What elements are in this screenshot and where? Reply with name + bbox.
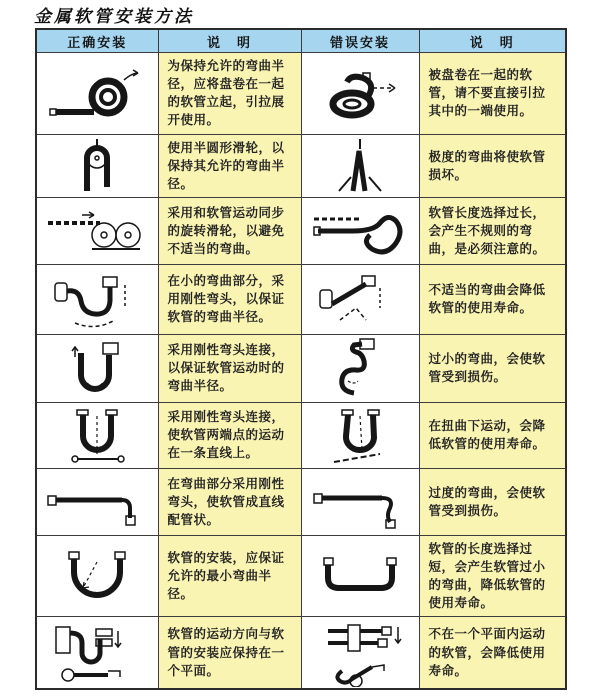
description-cell: 软管长度选择过长，会产生不规则的弯曲，是必须注意的。 — [419, 197, 566, 264]
page-title: 金属软管安装方法 — [34, 7, 194, 27]
description-cell: 在小的弯曲部分，采用刚性弯头，以保证软管的弯曲半径。 — [158, 264, 301, 334]
table-row — [36, 402, 566, 468]
overlong-hose-irregular-loop-icon — [308, 201, 412, 261]
table-row — [36, 535, 566, 617]
straight-hose-with-rigid-elbow-icon — [42, 472, 152, 532]
description-cell: 采用刚性弯头连接，以保证软管运动时的弯曲半径。 — [158, 334, 301, 402]
coiled-hose-end-pulled-icon — [307, 60, 413, 126]
u-hose-twisted-motion-icon — [310, 404, 410, 466]
hose-installation-table — [35, 28, 567, 690]
header-description-1: 说 明 — [158, 29, 301, 53]
description-cell: 使用半圆形滑轮，以保持其允许的弯曲半径。 — [158, 134, 301, 197]
description-cell: 采用刚性弯头连接，使软管两端点的运动在一条直线上。 — [158, 402, 301, 468]
description-cell: 不在一个平面内运动的软管，会降低使用寿命。 — [419, 617, 566, 689]
hose-over-semicircular-pulley-icon — [52, 137, 142, 195]
header-correct-install: 正确安装 — [36, 29, 158, 53]
coiled-hose-stood-up-unrolled-icon — [42, 60, 152, 126]
description-cell: 软管的安装，应保证允许的最小弯曲半径。 — [158, 535, 301, 617]
description-cell: 采用和软管运动同步的旋转滑轮，以避免不适当的弯曲。 — [158, 197, 301, 264]
table-row — [36, 197, 566, 264]
table-row — [36, 53, 566, 135]
rigid-elbow-connection-u-hose-icon — [49, 337, 145, 399]
description-cell: 在弯曲部分采用刚性弯头，使软管成直线配管状。 — [158, 468, 301, 535]
description-cell: 软管的运动方向与软管的安装应保持在一个平面。 — [158, 617, 301, 689]
hose-too-small-bend-kink-icon — [314, 337, 406, 399]
description-cell: 软管的长度选择过短，会产生软管过小的弯曲，降低软管的使用寿命。 — [419, 535, 566, 617]
table-row — [36, 468, 566, 535]
description-cell: 为保持允许的弯曲半径，应将盘卷在一起的软管立起，引拉展开使用。 — [158, 53, 301, 135]
table-row — [36, 334, 566, 402]
short-hose-flat-tight-bend-icon — [308, 546, 412, 606]
description-cell: 在扭曲下运动，会降低软管的使用寿命。 — [419, 402, 566, 468]
hose-motion-in-single-plane-icon — [42, 619, 152, 687]
description-cell: 被盘卷在一起的软管，请不要直接引拉其中的一端使用。 — [419, 53, 566, 135]
rigid-elbow-at-small-bend-icon — [45, 267, 149, 331]
description-cell: 过度的弯曲，会使软管受到损伤。 — [419, 468, 566, 535]
hose-motion-out-of-plane-icon — [308, 619, 412, 687]
u-hose-minimum-bend-radius-icon — [45, 544, 149, 608]
u-hose-endpoints-on-straight-line-icon — [47, 404, 147, 466]
description-cell: 极度的弯曲将使软管损坏。 — [419, 134, 566, 197]
hose-extreme-sharp-bend-icon — [315, 137, 405, 195]
table-row — [36, 134, 566, 197]
hose-with-synchronized-rotating-pulleys-icon — [42, 203, 152, 259]
header-wrong-install: 错误安装 — [301, 29, 419, 53]
header-description-2: 说 明 — [419, 29, 566, 53]
table-header-row — [36, 29, 566, 53]
hose-overbent-at-elbow-icon — [308, 472, 412, 532]
table-row — [36, 264, 566, 334]
description-cell: 过小的弯曲，会使软管受到损伤。 — [419, 334, 566, 402]
description-cell: 不适当的弯曲会降低软管的使用寿命。 — [419, 264, 566, 334]
table-row — [36, 617, 566, 689]
improper-sharp-angle-bend-icon — [310, 268, 410, 330]
